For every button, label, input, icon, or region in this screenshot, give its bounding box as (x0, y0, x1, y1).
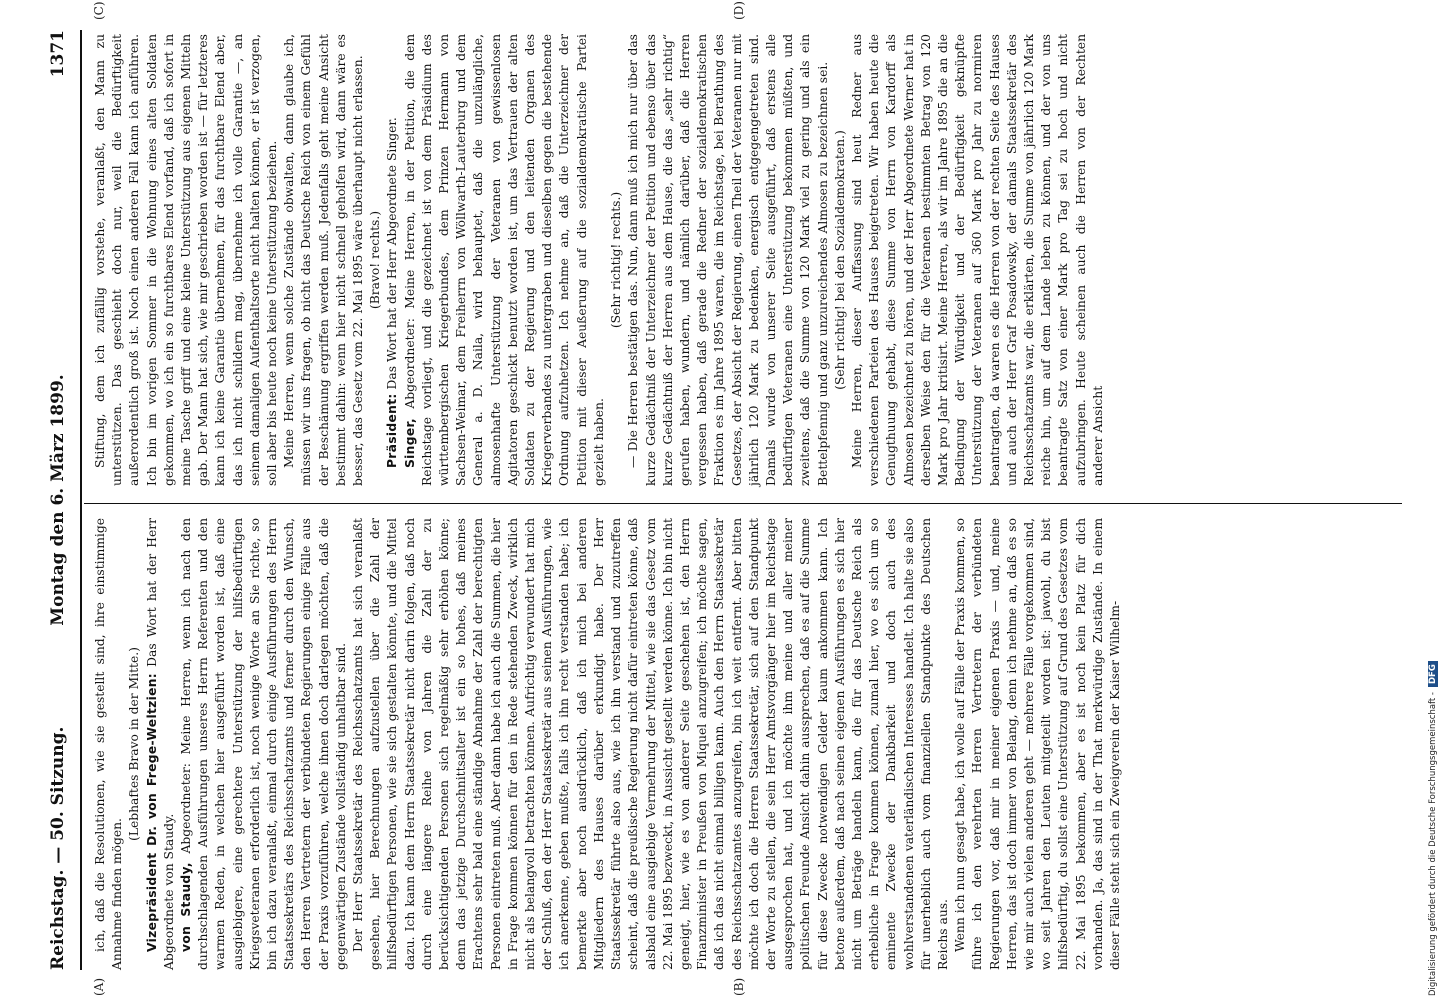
paragraph-text: Das Wort hat der Herr Abgeordnete Singer. (385, 117, 400, 390)
speaker-label: Vizepräsident Dr. von Frege-Weltzien: (144, 672, 159, 952)
paragraph-text: Abgeordneter: Meine Herren, in der Petition, die dem Reichstage vorliegt, und die gezeichnet ist von dem Präsidium des württembergischen Kriegerbundes, dem Prinzen Hermann von Sachsen-Weimar, dem Freiherrn von Wöllwarth-Lauterburg und dem General a. D. Naila, wird behauptet, daß die unzulängliche, almosenhafte Unterstützung der Veteranen von gewissenlosen Agitatoren geschickt benutzt worden ist, um das Vertrauen der alten Soldaten zu der Regierung und den leitenden Organen des Kriegerverbandes zu untergraben und dieselben gegen die bestehende Ordnung aufzuhetzen. Ich nehme an, daß die Unterzeichner der Petition mit dieser Aeußerung auf die sozialdemokratische Partei gezielt haben. (402, 34, 606, 486)
credit-text: Digitalisierung gefördert durch die Deutsche Forschungsgemeinschaft - (1428, 692, 1438, 996)
speaker-paragraph (402, 34, 608, 486)
speaker-paragraph (178, 518, 350, 970)
dfg-logo: DFG (1428, 661, 1438, 687)
paragraph: ich, daß die Resolutionen, wie sie gestellt sind, ihre einstimmige Annahme finden mögen. (93, 518, 125, 970)
paragraph: — Die Herren bestätigen das. Nun, dann muß ich mich nur über das kurze Gedächtniß der Unterzeichner der Petition und ebenso über das kurze Gedächtniß der Herren aus dem Hause, die das „sehr richtig“ gerufen haben, wundern, und nämlich darüber, daß die Herren vergessen haben, daß gerade die Redner der sozialdemokratischen Fraktion es im Jahre 1895 waren, die im Reichstage, bei Berathung des Gesetzes, der Absicht der Regierung, einen Theil der Veteranen nur mit jährlich 120 Mark zu bedenken, energisch entgegengetreten sind. Damals wurde von unserer Seite ausgeführt, daß erstens alle bedürftigen Veteranen eine Unterstützung bekommen müßten, und zweitens, daß die Summe von 120 Mark viel zu gering und als ein Bettelpfennig und ganz unzureichendes Almosen zu bezeichnen sei. (626, 34, 830, 486)
speaker-paragraph (384, 34, 401, 486)
speaker-name: Singer, (402, 418, 417, 468)
left-column (92, 518, 1392, 970)
digitization-credit (1428, 4, 1438, 996)
speaker-name: von Staudy, (179, 862, 194, 952)
paragraph-text: Das Wort hat der Herr Abgeordnete von Staudy. (144, 518, 176, 970)
header-session: Reichstag. — 50. Sitzung. (48, 726, 68, 970)
interjection: (Bravo! rechts.) (368, 210, 383, 310)
speaker-paragraph (144, 518, 178, 970)
paragraph: Stiftung, dem ich zufällig vorstehe, veranlaßt, den Mann zu unterstützen. Das geschieht doch nur, weil die Bedürftigkeit außerordentlich groß ist. Noch einen anderen Fall kann ich anführen. Ich bin im vorigen Sommer in die Wohnung eines alten Soldaten gekommen, wo ich ein so furchtbares Elend vorfand, daß ich sofort in meine Tasche griff und eine kleine Unterstützung aus eigenen Mitteln gab. Der Mann hat sich, wie mir geschrieben worden ist — für letzteres kann ich keine Garantie übernehmen, für das furchtbare Elend aber, das ich nicht schildern mag, übernehme ich volle Garantie —, an seinem damaligen Aufenthaltsorte nicht halten können, er ist verzogen, soll aber bis heute noch keine Unterstützung beziehen. (93, 34, 280, 486)
page-header (48, 30, 78, 970)
margin-mark-b: (B) (732, 977, 746, 996)
paragraph: Meine Herren, dieser Auffassung sind heut Redner aus verschiedenen Parteien des Hauses beigetreten. Wir haben heute die Genugthuung gehabt, diese Summe von Herrn von Kardorff als Almosen bezeichnet zu hören, und der Herr Abgeordnete Werner hat in derselben Weise den für die Veteranen bestimmten Betrag von 120 Mark pro Jahr kritisirt. Meine Herren, als wir im Jahre 1895 die an die Bedingung der Würdigkeit und der Bedürftigkeit geknüpfte Unterstützung der Veteranen auf 360 Mark pro Jahr zu normiren beantragten, da waren es die Herren von der rechten Seite des Hauses und auch der Herr Graf Posadowsky, der damals Staatssekretär des Reichsschatzamts war, die erklärten, die Summe von jährlich 120 Mark reiche hin, um auf dem Lande leben zu können, und der von uns beantragte Satz von einer Mark pro Tag sei zu hoch und nicht aufzubringen. Heute scheinen auch die Herren von der Rechten anderer Ansicht (849, 34, 1105, 486)
interjection: (Sehr richtig! bei den Sozialdemokraten.) (832, 130, 847, 390)
margin-mark-d: (D) (732, 1, 746, 20)
column-divider (84, 503, 1402, 504)
paragraph-text: Abgeordneter: Meine Herren, wenn ich nach den durchschlagenden Ausführungen unseres Herrn Referenten und den warmen Reden, in welchen hier ausgeführt worden ist, daß eine ausgiebigere, eine gerechtere Unterstützung der hilfsbedürftigen Kriegsveteranen erforderlich ist, noch wenige Worte an Sie richte, so bin ich dazu veranlaßt, einmal durch einige Ausführungen des Herrn Staatssekretärs des Reichsschatzamts und ferner durch den Wunsch, den Herren Vertretern der verbündeten Regierungen einige Fälle aus der Praxis vorzuführen, welche ihnen doch darlegen möchten, daß die gegenwärtigen Zustände vollständig unhaltbar sind. (179, 518, 348, 970)
header-rule (80, 30, 82, 970)
page-number: 1371 (48, 30, 68, 78)
paragraph: Meine Herren, wenn solche Zustände obwalten, dann glaube ich, müssen wir uns fragen, ob nicht das Deutsche Reich von einem Gefühl der Beschämung ergriffen werden muß. Jedenfalls geht meine Ansicht bestimmt dahin: wenn hier nicht schnell geholfen wird, dann wäre es besser, das Gesetz vom 22. Mai 1895 wäre überhaupt nicht erlassen. (282, 34, 366, 486)
margin-mark-a: (A) (92, 977, 106, 996)
margin-mark-c: (C) (92, 1, 106, 20)
paragraph: Der Herr Staatssekretär des Reichsschatzamts hat sich veranlaßt gesehen, hier Berechnungen aufzustellen über die Zahl der hilfsbedürftigen Personen, wie sie sich gestalten könnte, und die Mittel dazu. Ich kann dem Herrn Staatssekretär nicht darin folgen, daß noch durch eine längere Reihe von Jahren die Zahl der zu berücksichtigenden Personen sich regelmäßig sehr erhöhen könne; denn das jetzige Durchschnittsalter ist ein so hohes, daß meines Erachtens sehr bald eine ständige Abnahme der Zahl der berechtigten Personen eintreten muß. Aber dann habe ich auch die Summen, die hier in Frage kommen können für den in Rede stehenden Zweck, wirklich nicht als belangvoll betrachten können. Aufrichtig verwundert hat mich der Schluß, den der Herr Staatssekretär aus seinen Ausführungen, wie ich anerkenne, geben mußte, falls ich ihn recht verstanden habe; ich bemerkte aber noch ausdrücklich, daß ich mich bei anderen Mitgliedern des Hauses darüber erkundigt habe. Der Herr Staatssekretär führte also aus, wie ich ihn verstand und zuzutreffen scheint, daß die preußische Regierung nicht dafür eintreten könne, daß alsbald eine ausgiebige Vermehrung der Mittel, wie sie das Gesetz vom 22. Mai 1895 bezweckt, in Aussicht gestellt werden könne. Ich bin nicht geneigt, hier, wie es von anderer Seite geschehen ist, den Herrn Finanzminister in Preußen von Miquel anzugreifen; ich möchte sagen, daß ich das nicht einmal billigen kann. Auch den Herrn Staatssekretär des Reichsschatzamtes anzugreifen, bin ich weit entfernt. Aber bitten möchte ich doch die Herren Staatssekretär, sich auf den Standpunkt der Worte zu stellen, die sein Herr Amtsvorgänger hier im Reichstage ausgesprochen hat, und ich möchte ihm meine und aller meiner politischen Freunde Ansicht dahin aussprechen, daß es auf die Summe für diese Zwecke notwendigen Gelder kaum ankommen kann. Ich betone außerdem, daß nach seinen eigenen Ausführungen es sich hier nicht um Beträge handeln kann, die für das Deutsche Reich als erhebliche in Frage kommen können, zumal hier, wo es sich um so eminente Zwecke der Dankbarkeit und doch auch des wohlverstandenen vaterländischen Interesses handelt. Ich halte sie also für unerheblich auch vom finanziellen Standpunkte des Deutschen Reichs aus. (351, 518, 950, 970)
interjection: (Lebhaftes Bravo in der Mitte.) (127, 647, 142, 841)
right-column (92, 34, 1392, 486)
paragraph: Wenn ich nun gesagt habe, ich wolle auf Fälle der Praxis kommen, so führe ich den verehrten Herren Vertretern der verbündeten Regierungen vor, daß mir in meiner eigenen Praxis — und, meine Herren, das ist doch immer von Belang, denn ich nehme an, daß es so wie mir auch vielen anderen geht — mehrere Fälle vorgekommen sind, wo seit Jahren den Leuten mitgeteilt worden ist: jawohl, du bist hilfsbedürftig, du sollst eine Unterstützung auf Grund des Gesetzes vom 22. Mai 1895 bekommen, aber es ist noch kein Platz für dich vorhanden. Ja, das sind in der That merkwürdige Zustände. In einem dieser Fälle steht sich ein Zweigverein der Kaiser Wilhelm- (953, 518, 1122, 970)
speaker-label: Präsident: (385, 393, 400, 468)
header-date: Montag den 6. März 1899. (48, 374, 68, 626)
interjection: (Sehr richtig! rechts.) (609, 191, 624, 329)
